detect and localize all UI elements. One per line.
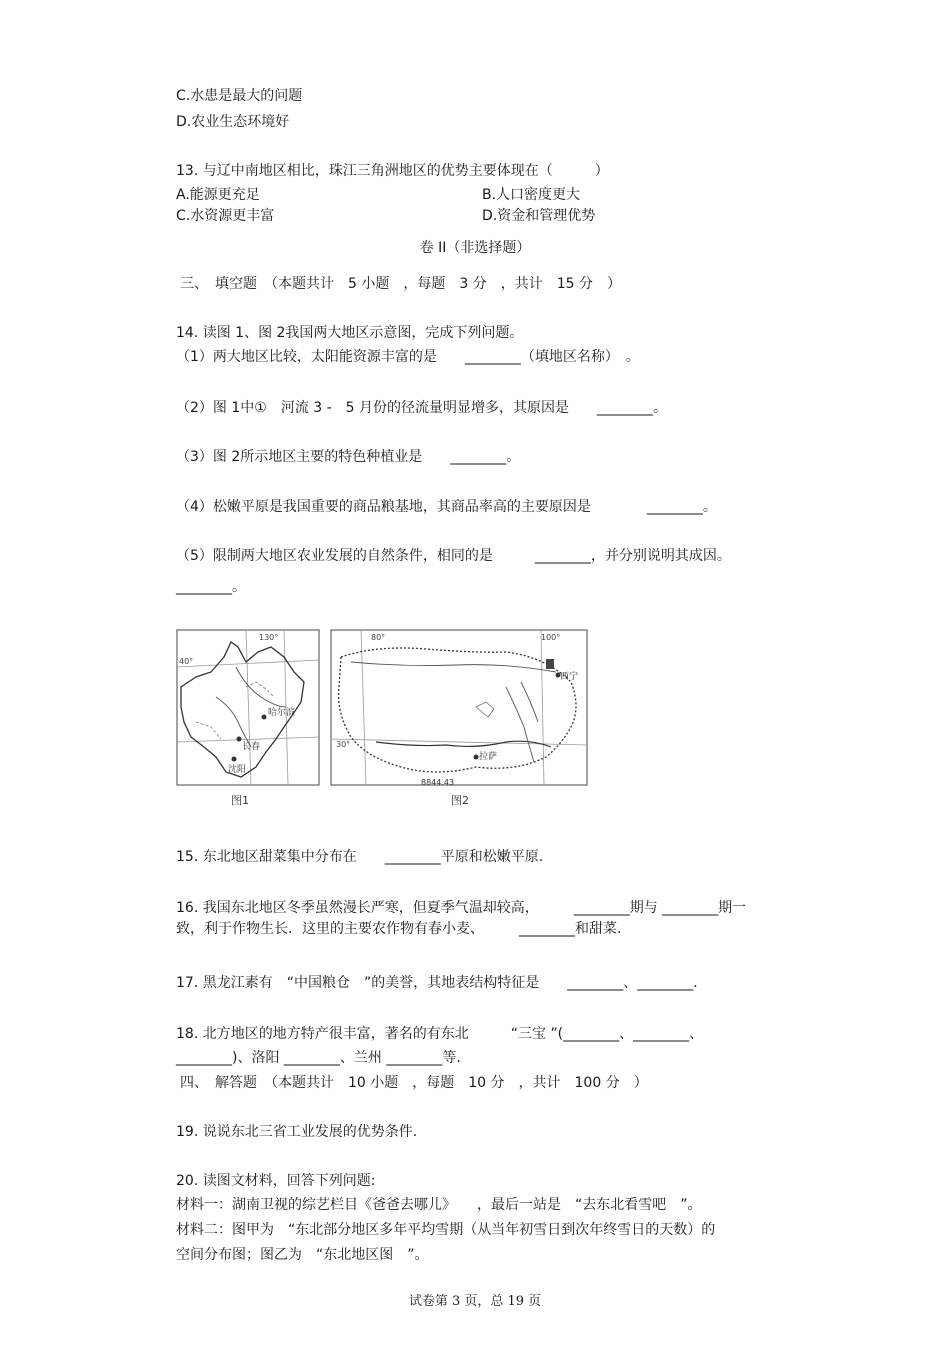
q16-line2: 致，利于作物生长．这里的主要农作物有春小麦、 ________和甜菜. [176,921,622,937]
map2-caption: 图2 [451,794,469,807]
q14-sub5-blank: ________。 [176,579,246,595]
map2-lat-label: 30° [336,740,351,749]
map2 [331,630,587,807]
section3-heading: 三、 填空题 （本题共计 5 小题 ，每题 3 分 ，共计 15 分 ） [180,276,621,292]
map1-lat-label: 40° [179,657,194,666]
q14-stem: 14. 读图 1、图 2我国两大地区示意图，完成下列问题。 [176,325,524,341]
q13-stem: 13. 与辽中南地区相比，珠江三角洲地区的优势主要体现在（ ） [176,163,609,179]
map1-city-shenyang: 沈阳 [228,765,247,775]
section4-heading: 四、 解答题 （本题共计 10 小题 ，每题 10 分 ，共计 100 分 ） [180,1075,648,1091]
map2-lon-label-100: 100° [541,633,561,642]
q17: 17. 黑龙江素有 “中国粮仓 ”的美誉，其地表结构特征是 ________、________. [176,975,698,991]
q14-sub4: （4）松嫩平原是我国重要的商品粮基地，其商品率高的主要原因是 ________。 [176,499,717,515]
q20-material2-cont: 空间分布图；图乙为 “东北地区图 ”。 [176,1247,429,1263]
map1-caption: 图1 [231,794,249,807]
page-footer: 试卷第 3 页，总 19 页 [408,1294,542,1309]
q12-option-d: D.农业生态环境好 [176,114,290,130]
map2-elevation: 8844.43 [421,778,455,787]
q13-option-b: B.人口密度更大 [482,187,581,203]
part2-title: 卷 II（非选择题） [419,240,531,256]
q14-sub5: （5）限制两大地区农业发展的自然条件，相同的是 ________，并分别说明其成因。 [176,548,731,564]
q14-sub3: （3）图 2所示地区主要的特色种植业是 ________。 [176,449,521,465]
map2-city-xining: 西宁 [560,672,579,682]
q15: 15. 东北地区甜菜集中分布在 ________平原和松嫩平原. [176,849,544,865]
q12-option-c: C.水患是最大的问题 [176,88,303,104]
q13-option-d: D.资金和管理优势 [482,208,596,224]
q14-sub2: （2）图 1中① 河流 3 - 5 月份的径流量明显增多，其原因是 ________。 [176,400,668,416]
map1-city-harbin: 哈尔滨 [268,708,296,718]
q13-option-c: C.水资源更丰富 [176,208,275,224]
q20-material2: 材料二：图甲为 “东北部分地区多年平均雪期（从当年初雪日到次年终雪日的天数）的 [176,1222,716,1238]
q19: 19. 说说东北三省工业发展的优势条件. [176,1124,418,1140]
q20-stem: 20. 读图文材料，回答下列问题: [176,1173,376,1189]
figure-maps [176,627,590,810]
q14-sub1: （1）两大地区比较，太阳能资源丰富的是 ________（填地区名称） 。 [176,349,640,365]
map1 [177,630,319,807]
q18-line2: ________)、洛阳 ________、兰州 ________等. [176,1050,461,1066]
q18-line1: 18. 北方地区的地方特产很丰富，著名的有东北 “三宝 ”(________、________、 [176,1026,704,1042]
map1-lon-label: 130° [259,633,279,642]
q20-material1: 材料一：湖南卫视的综艺栏目《爸爸去哪儿》 ，最后一站是 “去东北看雪吧 ”。 [176,1197,702,1213]
q13-option-a: A.能源更充足 [176,187,260,203]
map1-city-changchun: 长春 [242,742,261,752]
q16-line1: 16. 我国东北地区冬季虽然漫长严寒，但夏季气温却较高， ________期与 ________期一 [176,900,747,916]
map2-lon-label-80: 80° [371,633,386,642]
map2-city-lhasa: 拉萨 [479,752,498,762]
